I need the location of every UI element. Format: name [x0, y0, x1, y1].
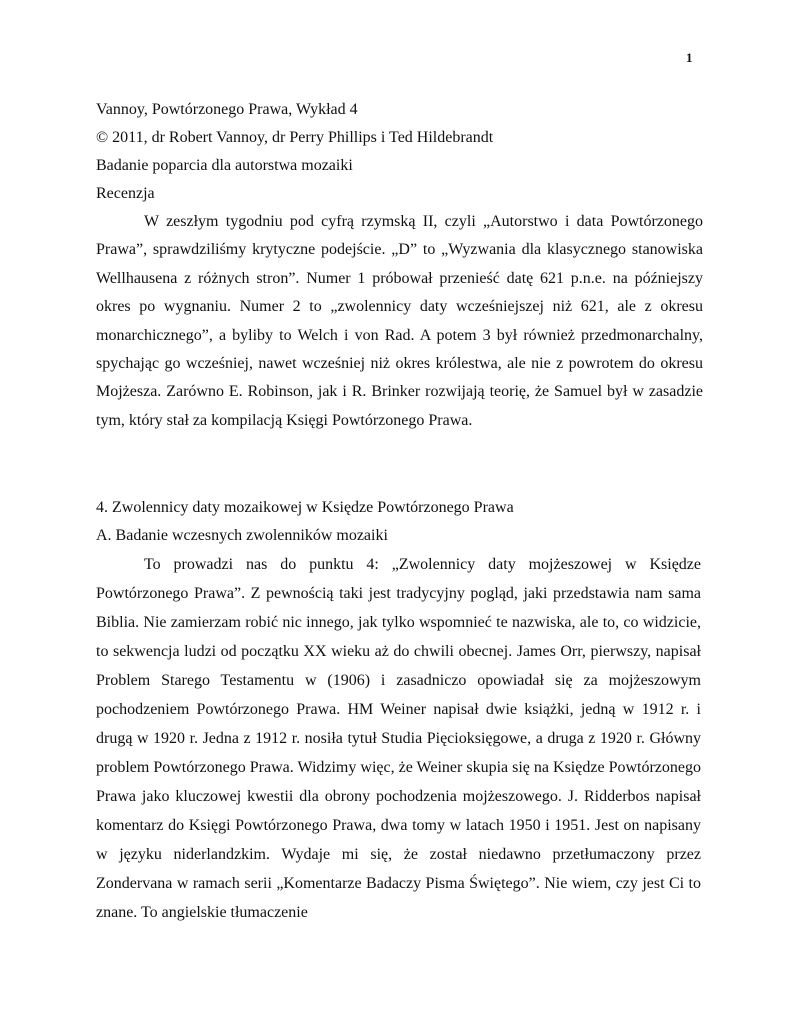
section-heading: 4. Zwolennicy daty mozaikowej w Księdze Powtórzonego Prawa	[96, 499, 514, 516]
body-paragraph-1: W zeszłym tygodniu pod cyfrą rzymską II, czyli „Autorstwo i data Powtórzonego Prawa”, sprawdziliśmy krytyczne podejście. „D” to „Wyzwania dla klasycznego stanowiska Wellhausena z różnych stron”. Numer 1 próbował przenieść datę 621 p.n.e. na późniejszy okres po wygnaniu. Numer 2 to „zwolennicy daty wcześniejszej niż 621, ale z okresu monarchicznego”, a byliby to Welch i von Rad. A potem 3 był również przedmonarchalny, spychając go wcześniej, nawet wcześniej niż okres królestwa, ale nie z powrotem do okresu Mojżesza. Zarówno E. Robinson, jak i R. Brinker rozwijają teorię, że Samuel był w zasadzie tym, który stał za kompilacją Księgi Powtórzonego Prawa.	[96, 213, 703, 429]
section-4	[96, 494, 706, 927]
body-paragraph-2: To prowadzi nas do punktu 4: „Zwolennicy daty mojżeszowej w Księdze Powtórzonego Prawa”. Z pewnością taki jest tradycyjny pogląd, jaki przedstawia nam sama Biblia. Nie zamierzam robić nic innego, jak tylko wspomnieć te nazwiska, ale to, co widzicie, to sekwencja ludzi od początku XX wieku aż do chwili obecnej. James Orr, pierwszy, napisał Problem Starego Testamentu w (1906) i zasadniczo opowiadał się za mojżeszowym pochodzeniem Powtórzonego Prawa. HM Weiner napisał dwie książki, jedną w 1912 r. i drugą w 1920 r. Jedna z 1912 r. nosiła tytuł Studia Pięcioksięgowe, a druga z 1920 r. Główny problem Powtórzonego Prawa. Widzimy więc, że Weiner skupia się na Księdze Powtórzonego Prawa jako kluczowej kwestii dla obrony pochodzenia mojżeszowego. J. Ridderbos napisał komentarz do Księgi Powtórzonego Prawa, dwa tomy w latach 1950 i 1951. Jest on napisany w języku niderlandzkim. Wydaje mi się, że został niedawno przetłumaczony przez Zondervana w ramach serii „Komentarze Badaczy Pisma Świętego”. Nie wiem, czy jest Ci to znane. To angielskie tłumaczenie	[96, 556, 701, 921]
header-copyright-line: © 2011, dr Robert Vannoy, dr Perry Phillips i Ted Hildebrandt	[96, 129, 494, 146]
subsection-heading: A. Badanie wczesnych zwolenników mozaiki	[96, 527, 388, 544]
header-title-line: Vannoy, Powtórzonego Prawa, Wykład 4	[96, 101, 358, 118]
document-header	[96, 96, 706, 435]
header-subtitle-line: Badanie poparcia dla autorstwa mozaiki	[96, 157, 353, 174]
header-review-label: Recenzja	[96, 185, 155, 202]
page-number: 1	[686, 50, 693, 65]
